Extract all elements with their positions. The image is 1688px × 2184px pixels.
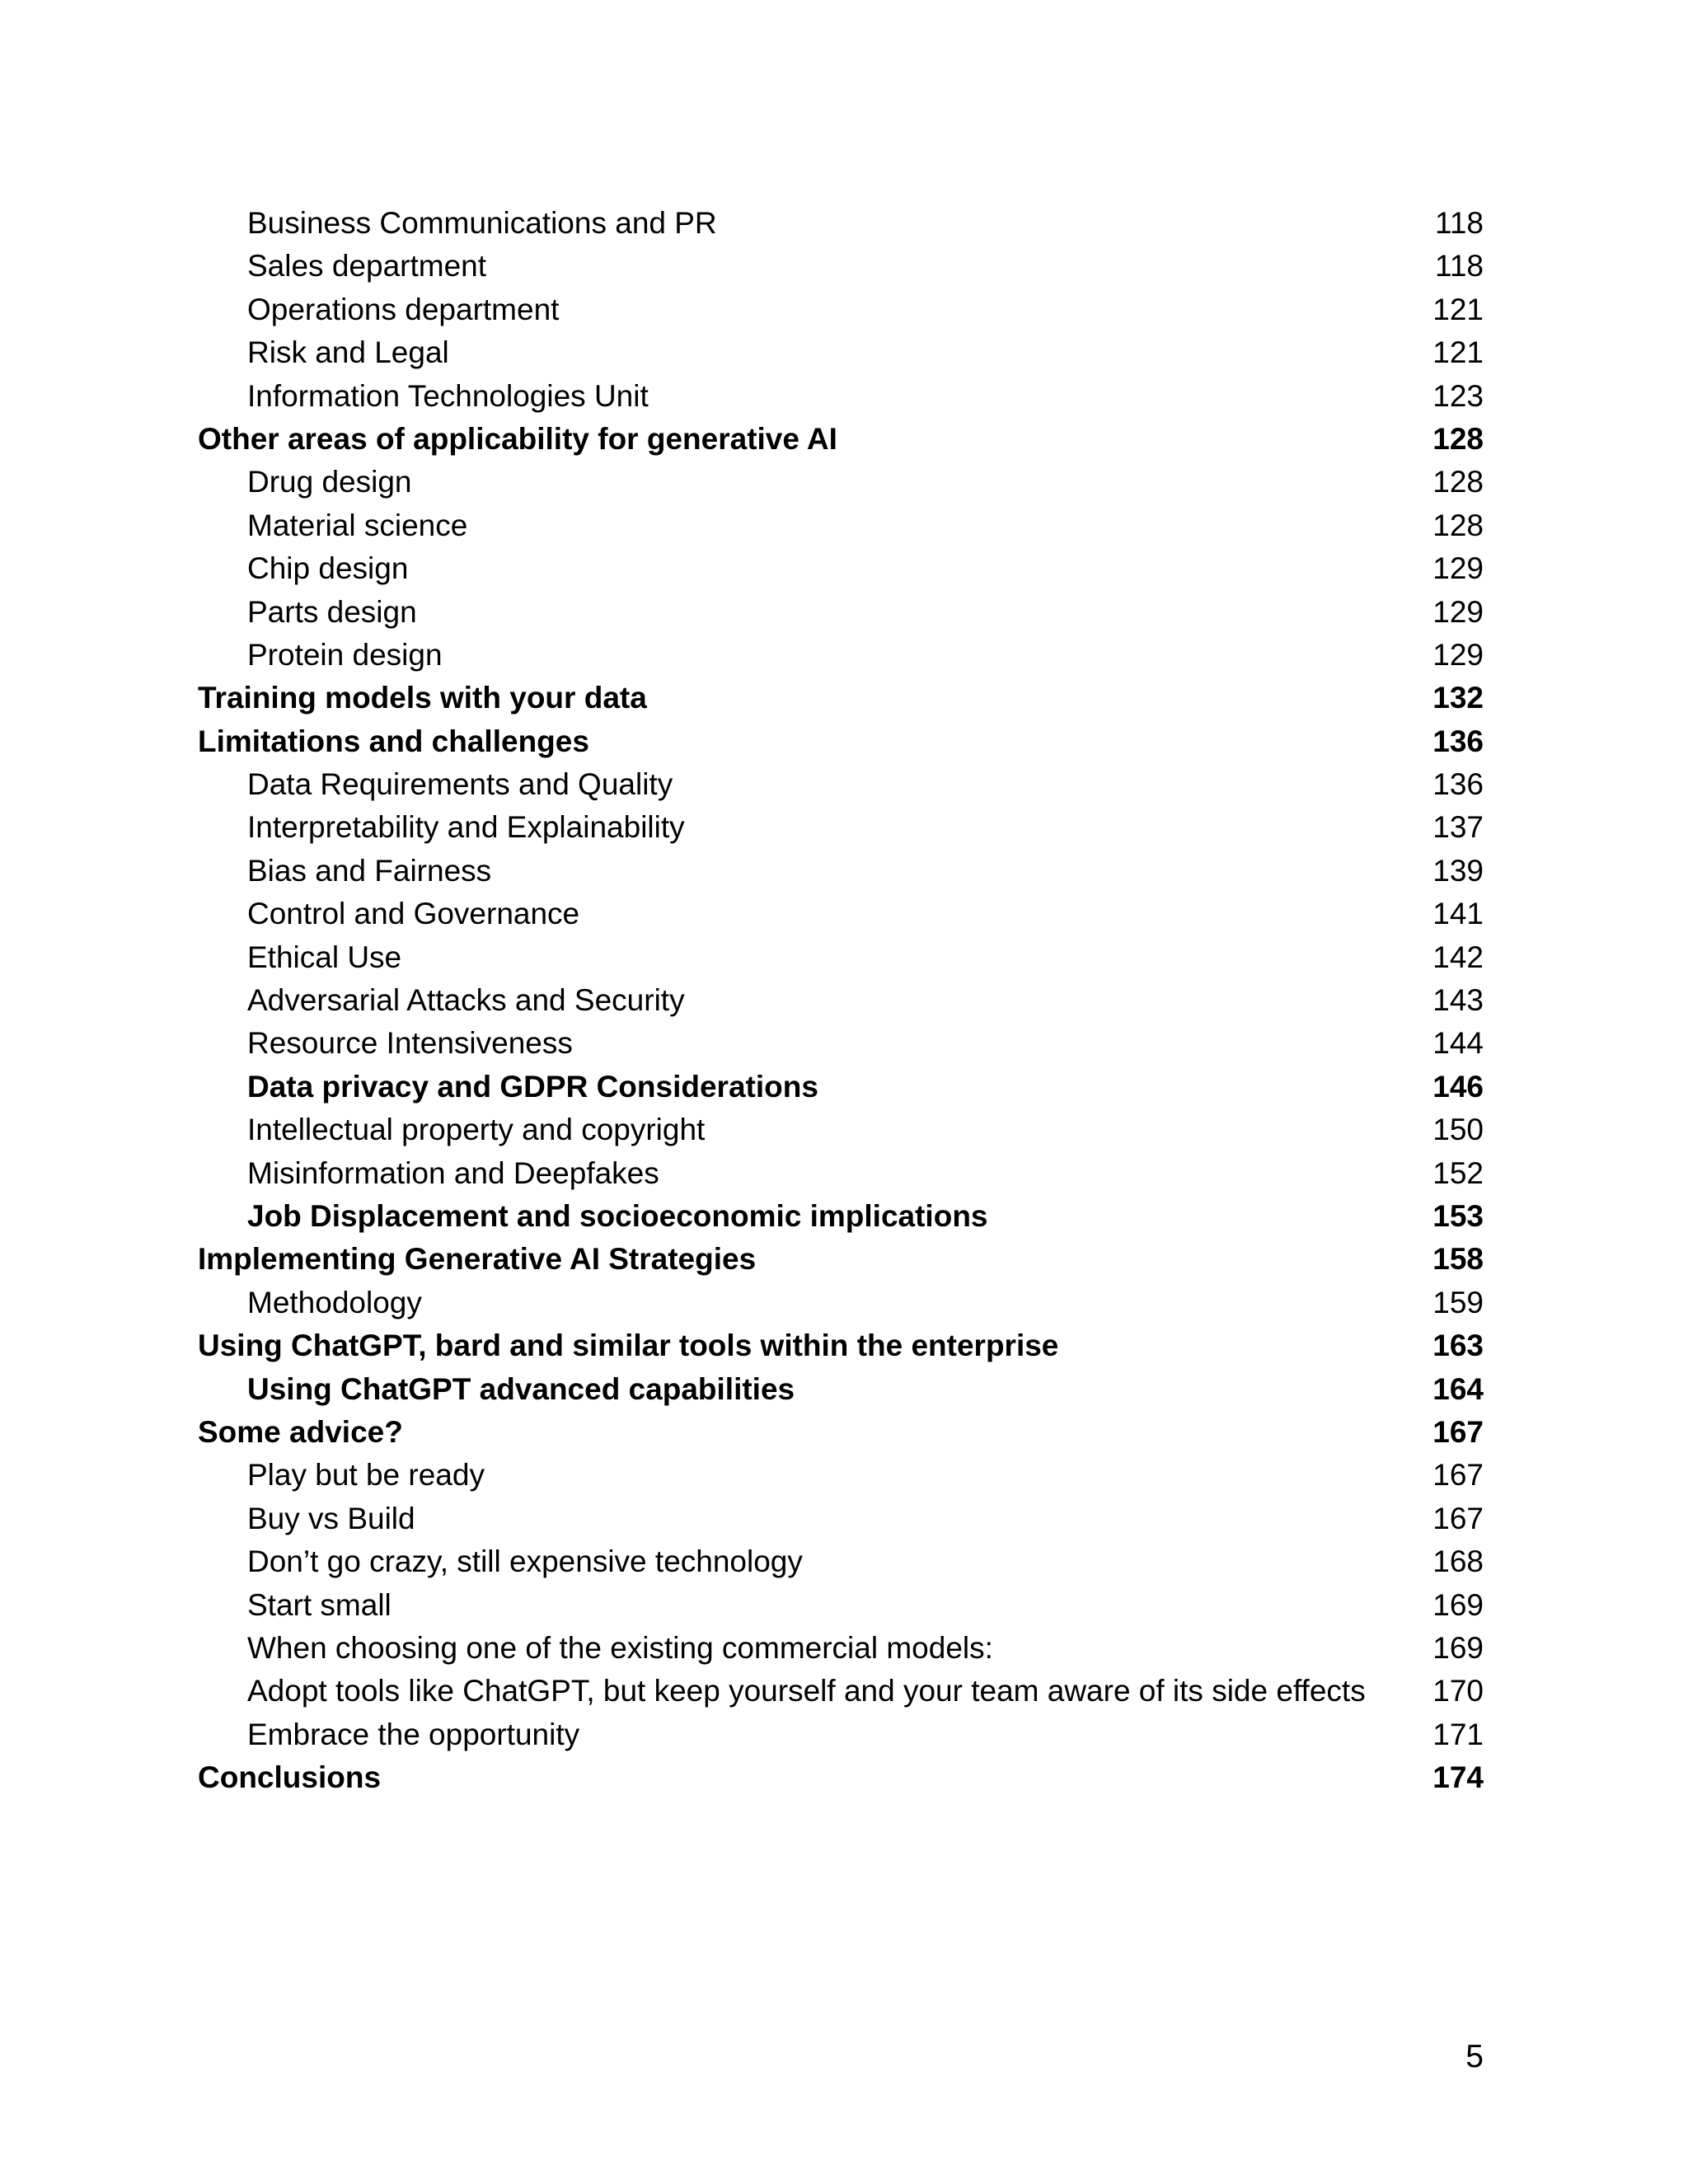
toc-entry-page: 153 [1432,1198,1484,1233]
toc-entry-title: Using ChatGPT advanced capabilities [247,1371,795,1406]
toc-entry-page: 142 [1432,940,1484,974]
toc-entry[interactable] [198,504,1484,547]
toc-entry-title: Adversarial Attacks and Security [247,983,685,1018]
toc-entry-page: 144 [1432,1026,1484,1061]
toc-entry-title: Data Requirements and Quality [247,767,673,802]
toc-entry[interactable] [198,1454,1484,1497]
toc-entry-page: 143 [1432,983,1484,1018]
toc-entry-title: Adopt tools like ChatGPT, but keep yourself and your team aware of its side effects [247,1674,1366,1708]
toc-entry-title: Chip design [247,551,409,586]
toc-entry-page: 121 [1432,335,1484,370]
toc-entry-page: 118 [1435,206,1484,240]
toc-entry-page: 136 [1432,724,1484,758]
toc-entry-page: 169 [1432,1587,1484,1622]
toc-entry-title: Conclusions [198,1760,382,1795]
toc-entry-title: Business Communications and PR [247,206,717,240]
toc-entry-title: Implementing Generative AI Strategies [198,1242,757,1277]
toc-entry-page: 121 [1432,292,1484,326]
toc-entry-page: 136 [1432,767,1484,802]
toc-entry-page: 129 [1432,637,1484,672]
toc-entry[interactable] [198,850,1484,893]
toc-entry-page: 167 [1432,1414,1484,1449]
toc-entry-page: 150 [1432,1113,1484,1147]
toc-entry-title: Methodology [247,1285,422,1319]
toc-entry-page: 141 [1432,897,1484,931]
toc-entry[interactable] [198,591,1484,634]
toc-entry[interactable] [198,1411,1484,1454]
toc-entry-title: Control and Governance [247,897,580,931]
toc-entry-title: Buy vs Build [247,1501,415,1535]
toc-entry[interactable] [198,1066,1484,1108]
toc-entry[interactable] [198,677,1484,719]
toc-entry[interactable] [198,375,1484,418]
toc-entry-title: Drug design [247,465,412,499]
toc-entry-page: 167 [1432,1458,1484,1493]
toc-entry-title: Some advice? [198,1414,403,1449]
toc-entry[interactable] [198,418,1484,461]
toc-entry[interactable] [198,634,1484,677]
toc-entry[interactable] [198,1152,1484,1195]
toc-entry[interactable] [198,1195,1484,1238]
toc-entry[interactable] [198,893,1484,935]
toc-entry-title: Don’t go crazy, still expensive technology [247,1544,803,1579]
toc-entry-page: 152 [1432,1155,1484,1190]
toc-entry[interactable] [198,1497,1484,1540]
toc-entry-page: 146 [1432,1069,1484,1104]
toc-entry-title: Limitations and challenges [198,724,589,758]
toc-entry[interactable] [198,1670,1484,1713]
toc-entry-page: 168 [1432,1544,1484,1579]
toc-entry-page: 174 [1432,1760,1484,1795]
toc-entry[interactable] [198,936,1484,979]
toc-entry-title: Ethical Use [247,940,402,974]
toc-entry[interactable] [198,720,1484,763]
toc-entry-title: Operations department [247,292,560,326]
toc-entry[interactable] [198,1324,1484,1367]
table-of-contents [198,202,1484,1799]
toc-entry[interactable] [198,1584,1484,1627]
toc-entry-page: 139 [1432,853,1484,888]
toc-entry-title: Other areas of applicability for generative AI [198,421,837,456]
toc-entry[interactable] [198,763,1484,806]
toc-entry-page: 129 [1432,551,1484,586]
toc-entry[interactable] [198,461,1484,504]
toc-entry[interactable] [198,1238,1484,1281]
toc-entry[interactable] [198,547,1484,590]
toc-entry-page: 128 [1432,465,1484,499]
toc-entry-page: 118 [1435,249,1484,284]
toc-entry-page: 159 [1432,1285,1484,1319]
toc-entry-title: Information Technologies Unit [247,378,649,413]
toc-entry[interactable] [198,1368,1484,1411]
toc-entry-title: Job Displacement and socioeconomic implications [247,1198,988,1233]
toc-entry[interactable] [198,979,1484,1022]
toc-entry-page: 164 [1432,1371,1484,1406]
toc-entry-page: 167 [1432,1501,1484,1535]
page-number: 5 [1465,2039,1484,2074]
toc-entry-page: 158 [1432,1242,1484,1277]
toc-entry-page: 163 [1432,1329,1484,1363]
toc-entry-page: 123 [1432,378,1484,413]
toc-entry-title: When choosing one of the existing commercial models: [247,1630,993,1665]
toc-entry[interactable] [198,202,1484,245]
toc-entry[interactable] [198,1756,1484,1799]
toc-entry[interactable] [198,806,1484,849]
toc-entry-title: Bias and Fairness [247,853,492,888]
toc-entry-title: Resource Intensiveness [247,1026,573,1061]
toc-entry-page: 132 [1432,681,1484,715]
toc-entry-page: 128 [1432,508,1484,542]
toc-entry[interactable] [198,331,1484,374]
toc-entry-title: Embrace the opportunity [247,1717,580,1751]
toc-entry-page: 128 [1432,421,1484,456]
toc-entry[interactable] [198,1627,1484,1670]
toc-entry-title: Protein design [247,637,443,672]
toc-entry[interactable] [198,1540,1484,1583]
toc-entry-page: 170 [1432,1674,1484,1708]
toc-entry-title: Misinformation and Deepfakes [247,1155,659,1190]
toc-entry-title: Material science [247,508,468,542]
toc-entry-title: Using ChatGPT, bard and similar tools within the enterprise [198,1329,1059,1363]
toc-entry-page: 171 [1432,1717,1484,1751]
toc-entry-title: Start small [247,1587,392,1622]
toc-entry[interactable] [198,1282,1484,1324]
toc-entry[interactable] [198,1022,1484,1065]
toc-entry-title: Play but be ready [247,1458,485,1493]
toc-entry-title: Training models with your data [198,681,647,715]
toc-entry[interactable] [198,288,1484,331]
toc-entry-title: Risk and Legal [247,335,449,370]
toc-entry-title: Intellectual property and copyright [247,1113,706,1147]
toc-entry-title: Interpretability and Explainability [247,810,685,845]
toc-entry-page: 137 [1432,810,1484,845]
toc-entry-page: 129 [1432,594,1484,629]
toc-entry-title: Data privacy and GDPR Considerations [247,1069,818,1104]
toc-entry-title: Sales department [247,249,487,284]
toc-entry[interactable] [198,1108,1484,1151]
toc-entry-title: Parts design [247,594,417,629]
toc-entry-page: 169 [1432,1630,1484,1665]
toc-entry[interactable] [198,245,1484,288]
toc-entry[interactable] [198,1713,1484,1756]
